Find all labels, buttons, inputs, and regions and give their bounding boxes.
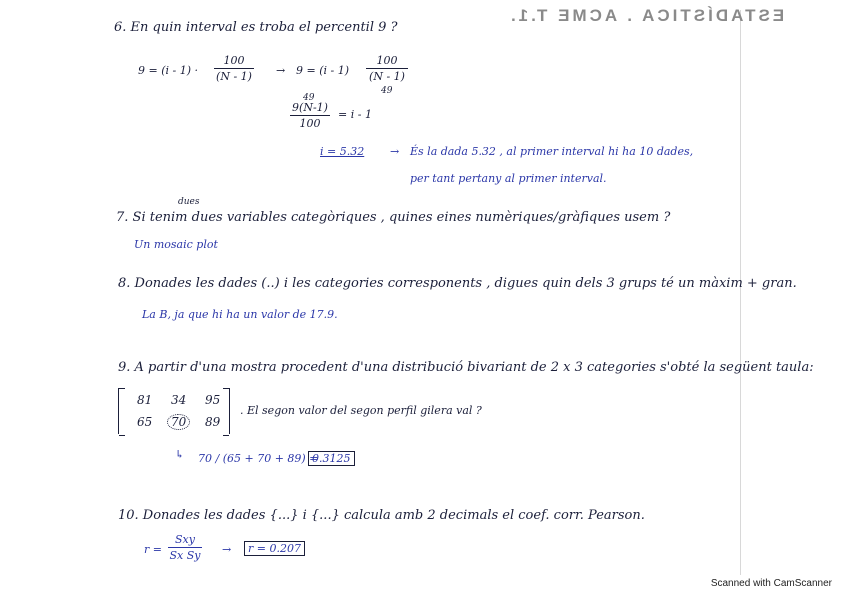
q9-question: 9. A partir d'una mostra procedent d'una distribució bivariant de 2 x 3 categories s'obté la següent taula: (118, 360, 814, 375)
q6-fraction-3 (290, 101, 330, 130)
q10-question: 10. Donades les dades {...} i {...} calcula amb 2 decimals el coef. corr. Pearson. (118, 508, 645, 523)
fraction-bar (366, 68, 408, 69)
q9-result-box: 0.3125 (308, 451, 355, 466)
q10-result-box: r = 0.207 (244, 541, 305, 556)
q6-denominator-note: 49 (381, 86, 393, 96)
q9-arrow: ↳ (175, 448, 185, 461)
q6-frac3-rhs: = i - 1 (338, 108, 372, 121)
matrix-cell: 89 (205, 415, 221, 429)
q6-formula-right: 9 = (i - 1) (296, 64, 350, 77)
q10-arrow: → (222, 543, 232, 556)
matrix-cell-highlighted: 70 (167, 414, 190, 430)
fraction-bar (168, 547, 202, 548)
q10-fraction (168, 533, 202, 562)
q6-frac3-numerator: 9(N-1) (292, 101, 328, 114)
q6-fraction-2 (366, 54, 408, 83)
q8-question: 8. Donades les dades (..) i les categories corresponents , digues quin dels 3 grups té un màxim + gran. (118, 276, 797, 291)
q6-formula-left: 9 = (i - 1) · (138, 64, 199, 77)
q6-question: 6. En quin interval es troba el percentil 9 ? (114, 20, 398, 35)
q6-frac1-denominator: (N - 1) (216, 70, 252, 83)
q6-note-line-2: per tant pertany al primer interval. (410, 172, 607, 185)
q7-question: 7. Si tenim dues variables categòriques , quines eines numèriques/gràfiques usem ? (116, 210, 671, 225)
q6-frac2-denominator: (N - 1) (369, 70, 405, 83)
mirrored-header-title: ESTADÍSTICA . ACME T.1. (508, 6, 785, 25)
matrix-cell: 34 (171, 393, 187, 407)
page-edge-line (740, 10, 741, 575)
q6-result: i = 5.32 (320, 145, 365, 158)
q7-above-note: dues (178, 197, 200, 207)
q6-frac3-numerator-note: 49 (303, 93, 315, 103)
q8-answer: La B, ja que hi ha un valor de 17.9. (142, 308, 338, 321)
q6-frac1-numerator: 100 (223, 54, 245, 67)
q6-arrow-2: → (390, 145, 400, 158)
q6-frac2-numerator: 100 (376, 54, 398, 67)
q6-fraction-1 (214, 54, 254, 83)
fraction-bar (290, 115, 330, 116)
q6-frac3-denominator: 100 (299, 117, 321, 130)
q9-matrix (118, 388, 230, 434)
fraction-bar (214, 68, 254, 69)
q10-frac-numerator: Sxy (175, 533, 195, 546)
matrix-cell: 95 (205, 393, 221, 407)
q6-note-line-1: És la dada 5.32 , al primer interval hi ha 10 dades, (410, 145, 694, 158)
q9-calculation: 70 / (65 + 70 + 89) = (198, 452, 319, 465)
q6-arrow-1: → (276, 64, 286, 77)
q10-r-label: r = (144, 543, 162, 556)
matrix-cell: 65 (137, 415, 153, 429)
q10-frac-denominator: Sx Sy (169, 549, 201, 562)
matrix-cell: 81 (137, 393, 153, 407)
q7-answer: Un mosaic plot (134, 238, 218, 251)
camscanner-watermark: Scanned with CamScanner (710, 578, 832, 589)
q9-side-question: . El segon valor del segon perfil gilera val ? (240, 404, 482, 417)
